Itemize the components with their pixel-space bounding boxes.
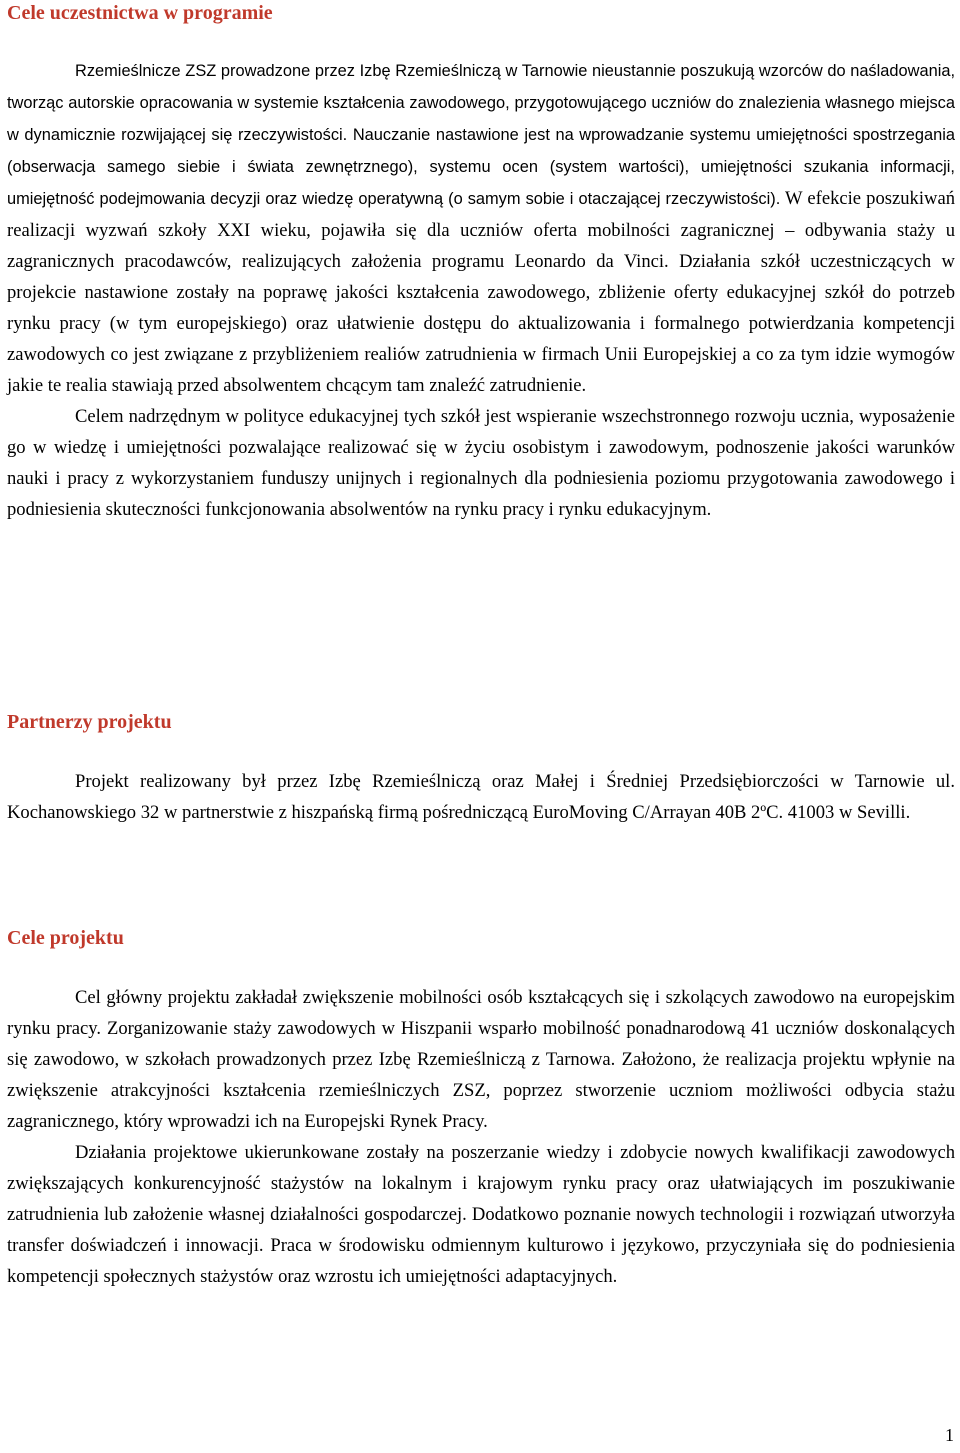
paragraph-text-serif: W efekcie poszukiwań realizacji wyzwań szkoły XXI wieku, pojawiła się dla uczniów oferta mobilności zagranicznej – odbywania staży u zagranicznych pracodawców, realizujących założenia programu Leonardo da Vinci. Działania szkół uczestniczących w projekcie nastawione zostały na poprawę jakości kształcenia zawodowego, zbliżenie oferty edukacyjnej szkół do potrzeb rynku pracy (w tym europejskiego) oraz ułatwienie dostępu do aktualizowania i formalnego potwierdzania kompetencji zawodowych co jest związane z przybliżeniem realiów zatrudnienia w firmach Unii Europejskiej a co za tym idzie wymogów jakie te realia stawiają przed absolwentem chcącym tam znaleźć zatrudnienie.: [7, 188, 956, 396]
section-title-partners: Partnerzy projektu: [7, 711, 172, 733]
paragraph: Cel główny projektu zakładał zwiększenie mobilności osób kształcących się i szkolących zawodowo na europejskim rynku pracy. Zorganizowanie staży zawodowych w Hiszpanii wsparło mobilność ponadnarodową 41 uczniów doskonalących się zawodowo, w szkołach prowadzonych przez Izbę Rzemieślniczą z Tarnowa. Założono, że realizacja projektu wpłynie na zwiększenie atrakcyjności kształcenia rzemieślniczych ZSZ, poprzez stworzenie uczniom możliwości odbycia stażu zagranicznego, który wprowadzi ich na Europejski Rynek Pracy.: [7, 987, 955, 1132]
section-title-program-goals: Cele uczestnictwa w programie: [7, 2, 273, 24]
paragraph: Celem nadrzędnym w polityce edukacyjnej tych szkół jest wspieranie wszechstronnego rozwoju ucznia, wyposażenie go w wiedzę i umiejętności pozwalające realizować się w życiu osobistym i zawodowym, podnoszenie jakości warunków nauki i pracy z wykorzystaniem funduszy unijnych i regionalnych dla podniesienia poziomu przygotowania zawodowego i podniesienia skuteczności funkcjonowania absolwentów na rynku pracy i rynku edukacyjnym.: [7, 406, 955, 520]
section-body-project-goals: [7, 982, 955, 1292]
paragraph: Projekt realizowany był przez Izbę Rzemieślniczą oraz Małej i Średniej Przedsiębiorczości w Tarnowie ul. Kochanowskiego 32 w partnerstwie z hiszpańską firmą pośredniczącą EuroMoving C/Arrayan 40B 2ºC. 41003 w Sevilli.: [7, 771, 955, 823]
section-title-project-goals: Cele projektu: [7, 927, 124, 949]
paragraph: Działania projektowe ukierunkowane zostały na poszerzanie wiedzy i zdobycie nowych kwalifikacji zawodowych zwiększających konkurencyjność stażystów na lokalnym i krajowym rynku pracy oraz ułatwiających im poszukiwanie zatrudnienia lub założenie własnej działalności gospodarczej. Dodatkowo poznanie nowych technologii i rozwiązań utworzyła transfer doświadczeń i innowacji. Praca w środowisku odmiennym kulturowo i językowo, przyczyniała się do podniesienia kompetencji społecznych stażystów oraz wzrostu ich umiejętności adaptacyjnych.: [7, 1142, 955, 1287]
paragraph-text-sans: Rzemieślnicze ZSZ prowadzone przez Izbę Rzemieślniczą w Tarnowie nieustannie poszukują wzorców do naśladowania, tworząc autorskie opracowania w systemie kształcenia zawodowego, przygotowującego uczniów do znalezienia własnego miejsca w dynamicznie rozwijającej się rzeczywistości. Nauczanie nastawione jest na wprowadzanie systemu umiejętności spostrzegania (obserwacja samego siebie i świata zewnętrznego), systemu ocen (system wartości), umiejętności szukania informacji, umiejętność podejmowania decyzji oraz wiedzę operatywną (o samym sobie i otaczającej rzeczywistości).: [7, 62, 955, 208]
section-body-partners: [7, 766, 955, 828]
paragraph: [7, 55, 955, 401]
page-number: 1: [945, 1425, 954, 1445]
section-body-program-goals: [7, 55, 955, 525]
